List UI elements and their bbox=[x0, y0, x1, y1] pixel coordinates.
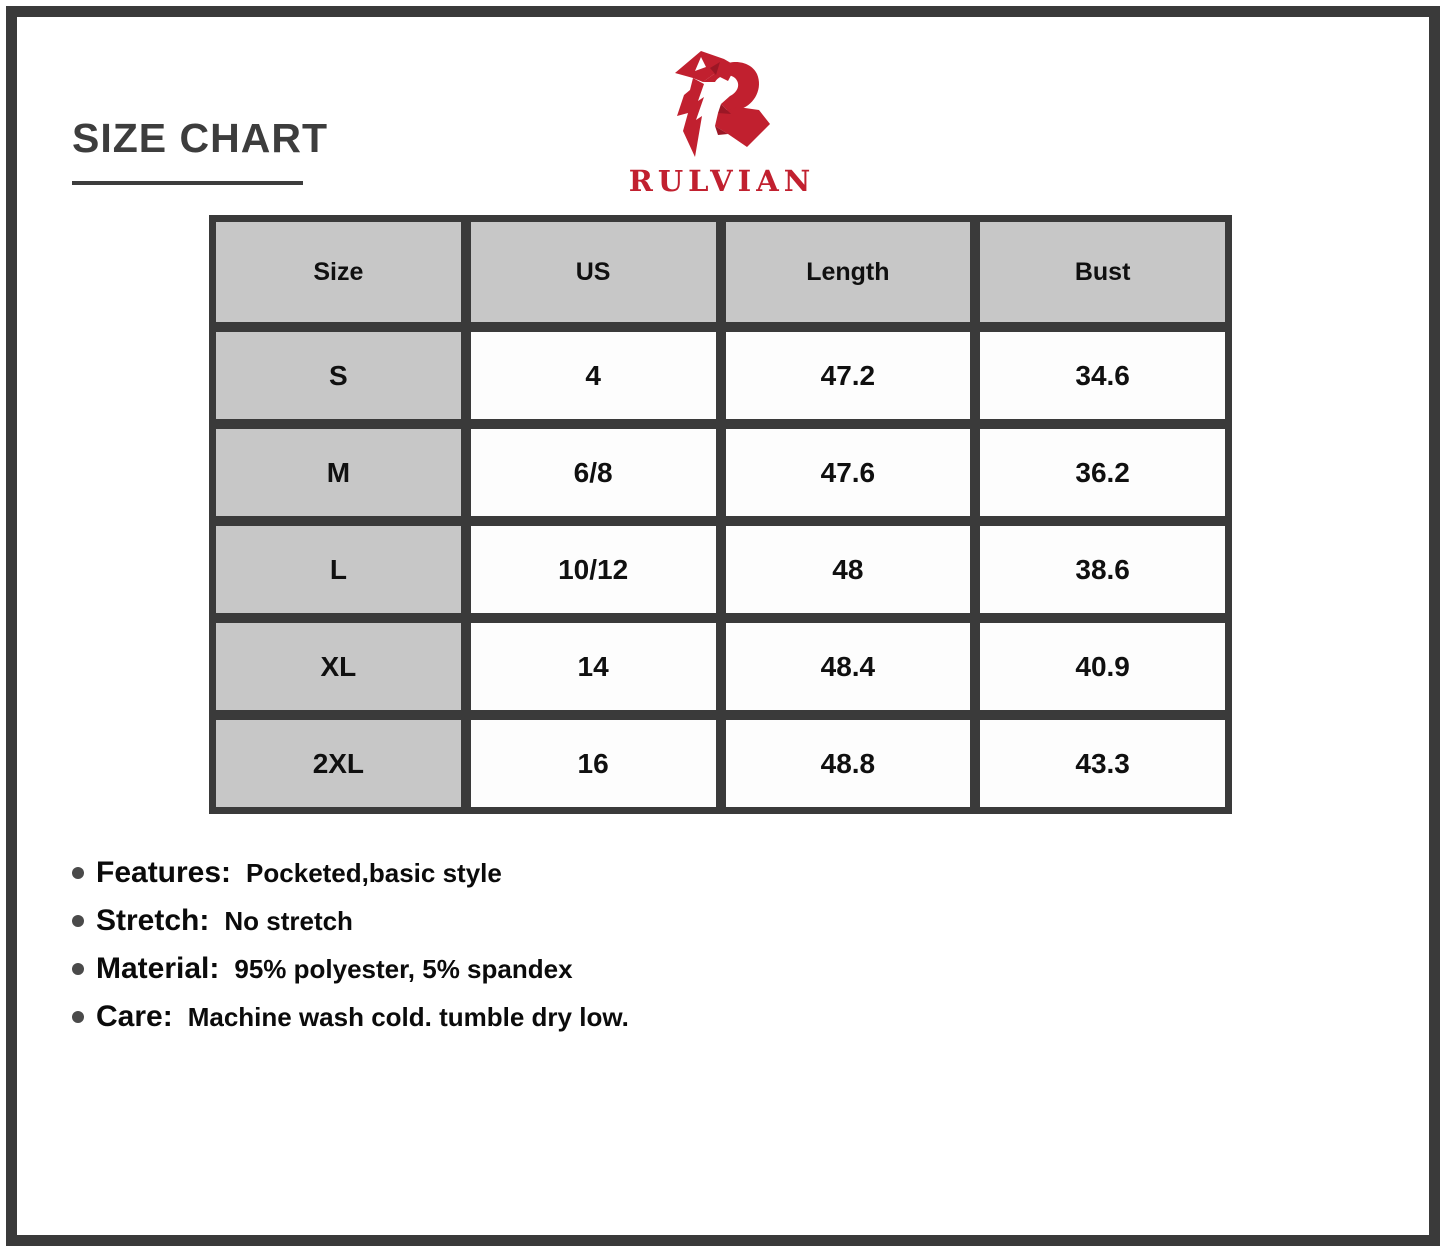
size-cell: M bbox=[216, 429, 461, 516]
title-underline bbox=[72, 181, 303, 185]
table-cell: 43.3 bbox=[980, 720, 1225, 807]
table-cell: 40.9 bbox=[980, 623, 1225, 710]
table-cell: 6/8 bbox=[471, 429, 716, 516]
size-cell: XL bbox=[216, 623, 461, 710]
detail-label: Features: bbox=[96, 856, 232, 889]
detail-value: Pocketed,basic style bbox=[246, 857, 502, 888]
detail-item bbox=[72, 849, 629, 897]
table-cell: 36.2 bbox=[980, 429, 1225, 516]
detail-item bbox=[72, 897, 629, 945]
column-header-bust: Bust bbox=[980, 222, 1225, 322]
detail-label: Stretch: bbox=[96, 904, 210, 937]
size-cell: S bbox=[216, 332, 461, 419]
detail-value: Machine wash cold. tumble dry low. bbox=[187, 1001, 629, 1032]
brand-name: RULVIAN bbox=[628, 164, 816, 198]
rulvian-logo-icon bbox=[658, 47, 773, 160]
table-cell: 38.6 bbox=[980, 526, 1225, 613]
size-table bbox=[209, 215, 1232, 814]
table-cell: 10/12 bbox=[471, 526, 716, 613]
column-header-us: US bbox=[471, 222, 716, 322]
bullet-icon bbox=[72, 915, 84, 927]
bullet-icon bbox=[72, 963, 84, 975]
page-title: SIZE CHART bbox=[72, 115, 328, 161]
product-details bbox=[72, 849, 629, 1041]
table-cell: 48.8 bbox=[726, 720, 971, 807]
table-cell: 48 bbox=[726, 526, 971, 613]
detail-label: Care: bbox=[96, 1000, 173, 1033]
column-header-length: Length bbox=[726, 222, 971, 322]
table-cell: 47.2 bbox=[726, 332, 971, 419]
bullet-icon bbox=[72, 867, 84, 879]
table-cell: 14 bbox=[471, 623, 716, 710]
table-cell: 4 bbox=[471, 332, 716, 419]
detail-item bbox=[72, 945, 629, 993]
column-header-size: Size bbox=[216, 222, 461, 322]
bullet-icon bbox=[72, 1011, 84, 1023]
table-cell: 16 bbox=[471, 720, 716, 807]
detail-value: 95% polyester, 5% spandex bbox=[234, 953, 573, 984]
table-cell: 48.4 bbox=[726, 623, 971, 710]
table-cell: 34.6 bbox=[980, 332, 1225, 419]
size-cell: 2XL bbox=[216, 720, 461, 807]
table-cell: 47.6 bbox=[726, 429, 971, 516]
detail-item bbox=[72, 993, 629, 1041]
detail-value: No stretch bbox=[224, 905, 353, 936]
size-cell: L bbox=[216, 526, 461, 613]
detail-label: Material: bbox=[96, 952, 220, 985]
